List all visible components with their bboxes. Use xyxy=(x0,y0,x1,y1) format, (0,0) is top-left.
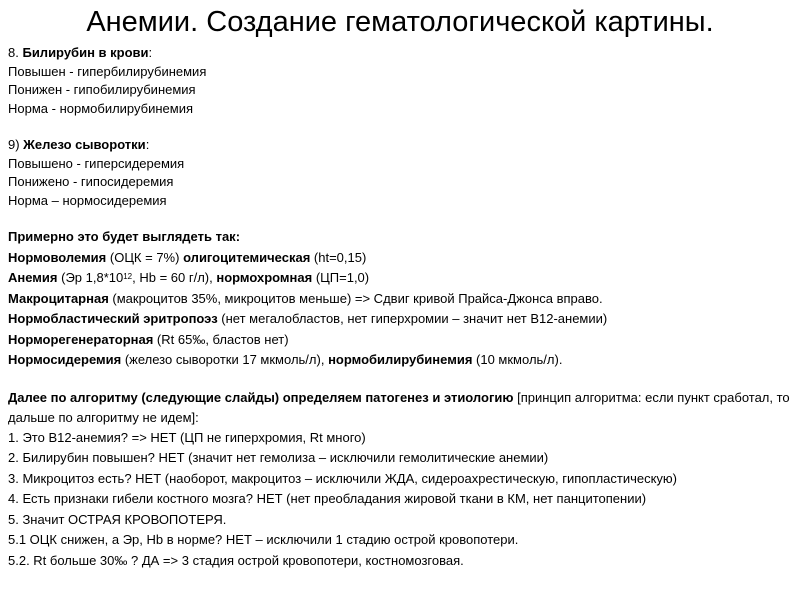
section-iron xyxy=(8,136,792,210)
section-heading: 8. Билирубин в крови: xyxy=(8,45,153,60)
list-item: Норма - нормобилирубинемия xyxy=(8,100,194,116)
section-example xyxy=(8,227,792,371)
algorithm-step: 5.1 ОЦК снижен, а Эр, Hb в норме? НЕТ – исключили 1 стадию острой кровопотери. xyxy=(8,532,519,547)
section-algorithm xyxy=(8,388,792,572)
algorithm-step: 5. Значит ОСТРАЯ КРОВОПОТЕРЯ. xyxy=(8,511,227,527)
example-line: Нормоволемия (ОЦК = 7%) олигоцитемическая (ht=0,15) xyxy=(8,249,367,265)
slide-content xyxy=(8,44,792,571)
list-item: Понижен - гипобилирубинемия xyxy=(8,82,196,97)
list-item: Понижено - гипосидеремия xyxy=(8,174,174,189)
list-item: Норма – нормосидеремия xyxy=(8,192,167,208)
section-bilirubin xyxy=(8,44,792,118)
section-heading: 9) Железо сыворотки: xyxy=(8,137,150,152)
example-line: Макроцитарная (макроцитов 35%, микроцитов меньше) => Сдвиг кривой Прайса-Джонса вправо. xyxy=(8,290,603,306)
list-item: Повышено - гиперсидеремия xyxy=(8,155,185,171)
example-line: Нормобластический эритропоэз (нет мегалобластов, нет гиперхромии – значит нет В12-анемии) xyxy=(8,311,608,326)
algorithm-step: 3. Микроцитоз есть? НЕТ (наоборот, макроцитоз – исключили ЖДА, сидероахрестическую, гипопластическую) xyxy=(8,470,678,486)
algorithm-step: 2. Билирубин повышен? НЕТ (значит нет гемолиза – исключили гемолитические анемии) xyxy=(8,450,549,465)
list-item: Повышен - гипербилирубинемия xyxy=(8,63,207,79)
algorithm-intro: Далее по алгоритму (следующие слайды) определяем патогенез и этиологию [принцип алгоритма: если пункт сработал, то дальше по алгоритму не идем]: xyxy=(8,389,790,425)
example-line: Нормосидеремия (железо сыворотки 17 мкмоль/л), нормобилирубинемия (10 мкмоль/л). xyxy=(8,352,563,367)
slide-title: Анемии. Создание гематологической картины. xyxy=(86,6,714,38)
algorithm-step: 4. Есть признаки гибели костного мозга? НЕТ (нет преобладания жировой ткани в КМ, нет панцитопении) xyxy=(8,491,647,506)
algorithm-step: 1. Это В12-анемия? => НЕТ (ЦП не гиперхромия, Rt много) xyxy=(8,429,366,445)
example-line: Анемия (Эр $1,8*10^{12}$, Hb = 60 г/л), нормохромная (ЦП=1,0) xyxy=(8,270,370,285)
example-line: Норморегенераторная (Rt 65‰, бластов нет) xyxy=(8,331,289,347)
algorithm-step: 5.2. Rt больше 30‰ ? ДА => 3 стадия острой кровопотери, костномозговая. xyxy=(8,552,464,568)
section-heading: Примерно это будет выглядеть так: xyxy=(8,229,241,244)
